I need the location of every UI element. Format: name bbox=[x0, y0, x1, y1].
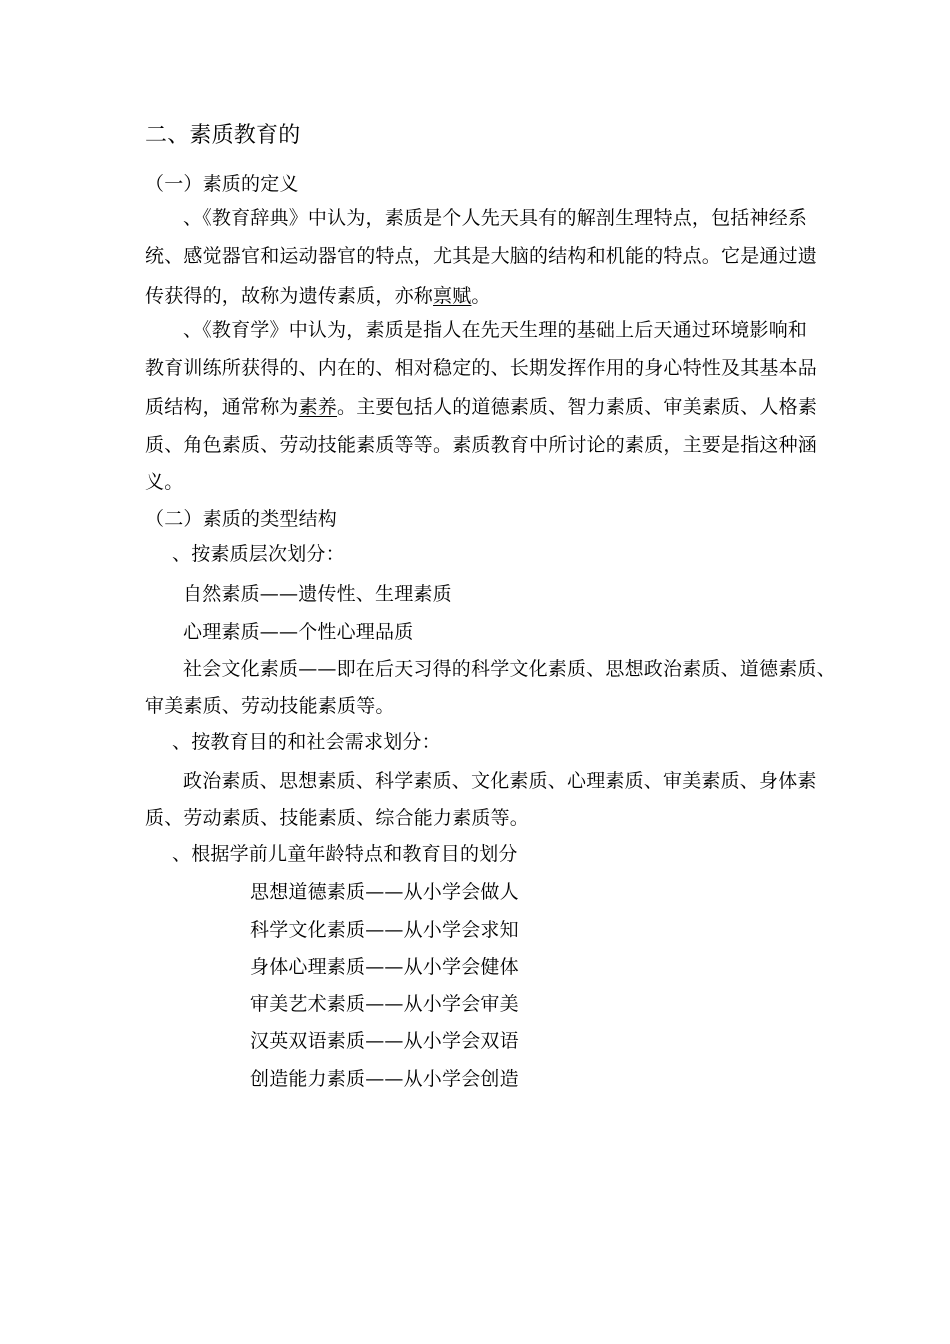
page-heading: 二、素质教育的 bbox=[145, 123, 301, 148]
paragraph-line: 教育训练所获得的、内在的、相对稳定的、长期发挥作用的身心特性及其基本品 bbox=[145, 357, 818, 379]
paragraph-text: 。 bbox=[471, 285, 491, 307]
list-item: 创造能力素质——从小学会创造 bbox=[250, 1068, 519, 1090]
paragraph-text: 质结构，通常称为 bbox=[145, 396, 299, 418]
paragraph-line: 、《教育学》中认为，素质是指人在先天生理的基础上后天通过环境影响和 bbox=[183, 319, 808, 341]
paragraph-line: 质、角色素质、劳动技能素质等等。素质教育中所讨论的素质，主要是指这种涵 bbox=[145, 434, 818, 456]
underlined-term: 素养 bbox=[298, 396, 338, 418]
paragraph-line bbox=[145, 395, 817, 419]
list-item: 审美艺术素质——从小学会审美 bbox=[250, 993, 519, 1015]
list-item: 科学文化素质——从小学会求知 bbox=[250, 919, 519, 941]
list-item: 社会文化素质——即在后天习得的科学文化素质、思想政治素质、道德素质、 bbox=[183, 658, 836, 680]
paragraph-line: 政治素质、思想素质、科学素质、文化素质、心理素质、审美素质、身体素 bbox=[183, 770, 817, 792]
list-item: 自然素质——遗传性、生理素质 bbox=[183, 583, 452, 605]
list-item: 身体心理素质——从小学会健体 bbox=[250, 956, 519, 978]
underlined-term: 禀赋 bbox=[433, 285, 472, 307]
section-title-definition: （一）素质的定义 bbox=[145, 173, 299, 195]
list-item: 思想道德素质——从小学会做人 bbox=[250, 881, 519, 903]
subsection-title: 、根据学前儿童年龄特点和教育目的划分 bbox=[172, 843, 518, 865]
paragraph-line: 质、劳动素质、技能素质、综合能力素质等。 bbox=[145, 807, 530, 829]
list-item: 汉英双语素质——从小学会双语 bbox=[250, 1030, 519, 1052]
list-item-continuation: 审美素质、劳动技能素质等。 bbox=[145, 695, 395, 717]
paragraph-text: 。主要包括人的道德素质、智力素质、审美素质、人格素 bbox=[337, 396, 818, 418]
paragraph-line: 、《教育辞典》中认为，素质是个人先天具有的解剖生理特点，包括神经系 bbox=[183, 207, 808, 229]
paragraph-text: 传获得的，故称为遗传素质，亦称 bbox=[145, 285, 434, 307]
subsection-title: 、按教育目的和社会需求划分： bbox=[172, 731, 441, 753]
paragraph-line: 义。 bbox=[145, 471, 184, 493]
list-item: 心理素质——个性心理品质 bbox=[183, 621, 414, 643]
paragraph-line bbox=[145, 284, 491, 308]
section-title-types: （二）素质的类型结构 bbox=[145, 508, 338, 530]
subsection-title: 、按素质层次划分： bbox=[172, 543, 345, 565]
paragraph-line: 统、感觉器官和运动器官的特点，尤其是大脑的结构和机能的特点。它是通过遗 bbox=[145, 245, 818, 267]
